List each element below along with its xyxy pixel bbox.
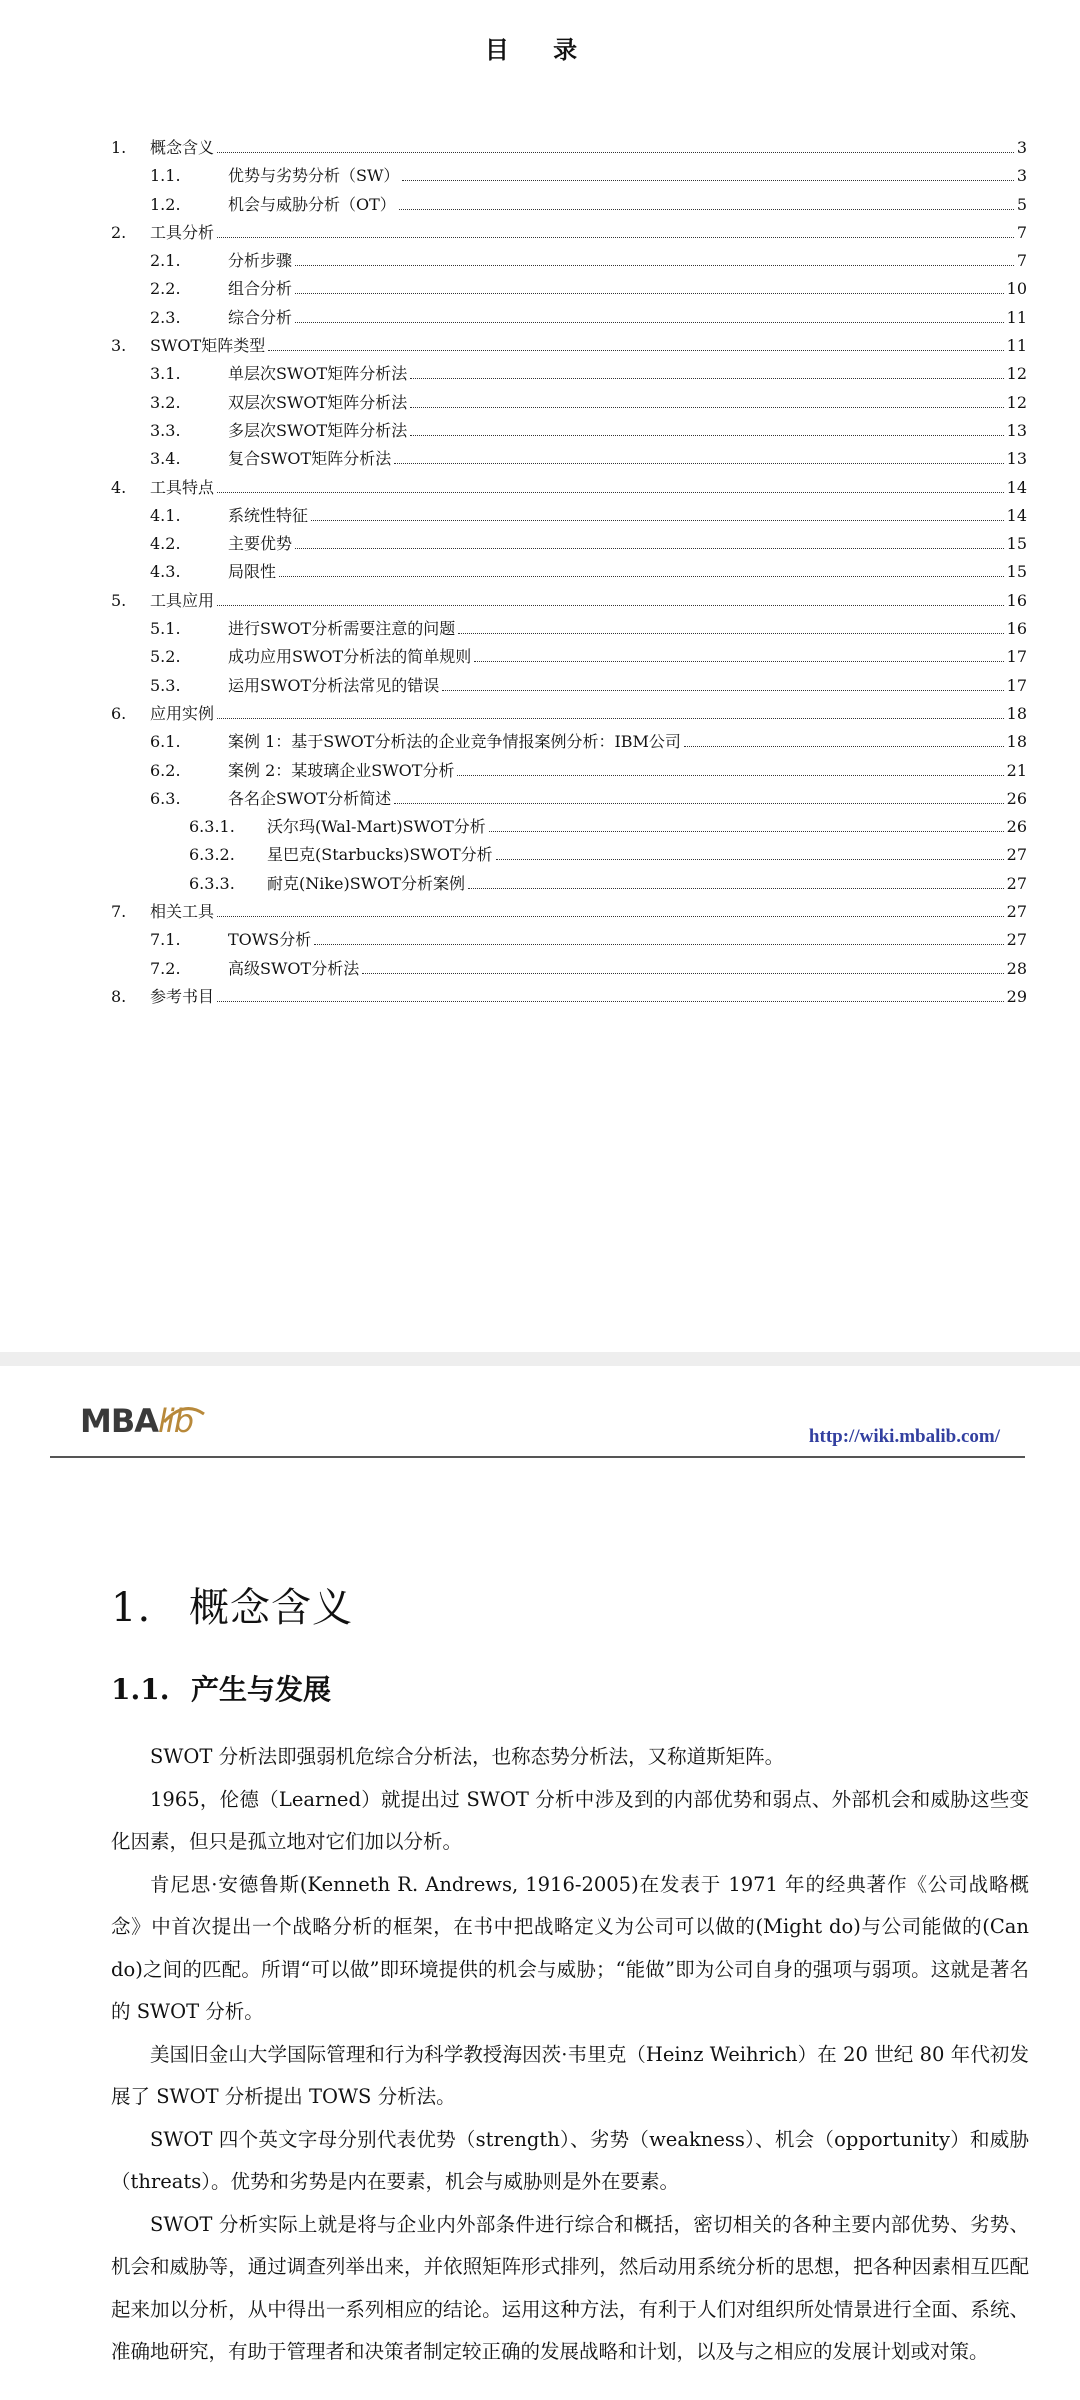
toc-entry-number: 6.3.1. bbox=[189, 817, 235, 837]
toc-entry[interactable] bbox=[111, 247, 1027, 275]
toc-leader-dots bbox=[468, 887, 1004, 889]
toc-entry[interactable] bbox=[111, 898, 1027, 926]
toc-entry-label: 高级SWOT分析法 bbox=[228, 958, 360, 978]
toc-entry-number: 6.3.3. bbox=[189, 873, 235, 893]
toc-entry-label: 沃尔玛(Wal-Mart)SWOT分析 bbox=[267, 817, 486, 837]
toc-entry-page: 28 bbox=[1006, 958, 1027, 978]
toc-entry-label: 各名企SWOT分析简述 bbox=[228, 788, 392, 808]
toc-entry[interactable] bbox=[111, 870, 1027, 898]
toc-entry-page: 3 bbox=[1016, 166, 1027, 186]
toc-entry-page: 11 bbox=[1006, 336, 1027, 356]
toc-entry[interactable] bbox=[111, 530, 1027, 558]
toc-entry-label: 局限性 bbox=[228, 562, 277, 582]
toc-entry-label: 多层次SWOT矩阵分析法 bbox=[228, 420, 408, 440]
toc-entry[interactable] bbox=[111, 757, 1027, 785]
toc-entry[interactable] bbox=[111, 417, 1027, 445]
subsection-heading bbox=[111, 1668, 331, 1708]
toc-entry[interactable] bbox=[111, 332, 1027, 360]
paragraph: SWOT 分析实际上就是将与企业内外部条件进行综合和概括，密切相关的各种主要内部优势、劣势、机会和威胁等，通过调查列举出来，并依照矩阵形式排列，然后动用系统分析的思想，把各种因素相互匹配起来加以分析，从中得出一系列相应的结论。运用这种方法，有利于人们对组织所处情景进行全面、系统、准确地研究，有助于管理者和决策者制定较正确的发展战略和计划，以及与之相应的发展计划或对策。 bbox=[111, 2212, 1029, 2363]
toc-entry-label: 双层次SWOT矩阵分析法 bbox=[228, 392, 408, 412]
paragraph: SWOT 四个英文字母分别代表优势（strength）、劣势（weakness）、机会（opportunity）和威胁（threats）。优势和劣势是内在要素，机会与威胁则是外在要素。 bbox=[111, 2127, 1029, 2193]
header-rule bbox=[50, 1456, 1025, 1458]
toc-entry-label: 相关工具 bbox=[150, 902, 215, 922]
toc-entry-label: 成功应用SWOT分析法的简单规则 bbox=[228, 647, 472, 667]
toc-entry-number: 3. bbox=[111, 336, 127, 356]
toc-entry-label: 案例 1：基于SWOT分析法的企业竞争情报案例分析：IBM公司 bbox=[228, 732, 681, 752]
toc-entry-number: 3.1. bbox=[150, 364, 181, 384]
toc-entry-number: 2.1. bbox=[150, 251, 181, 271]
paragraph: SWOT 分析法即强弱机危综合分析法，也称态势分析法，又称道斯矩阵。 bbox=[150, 1745, 785, 1768]
toc-leader-dots bbox=[458, 632, 1003, 634]
toc-leader-dots bbox=[295, 321, 1004, 323]
toc-entry-number: 4.2. bbox=[150, 534, 181, 554]
toc-entry-page: 3 bbox=[1016, 138, 1027, 157]
toc-entry[interactable] bbox=[111, 587, 1027, 615]
section-number: 1. bbox=[111, 1585, 152, 1631]
toc-entry-page: 26 bbox=[1006, 817, 1027, 837]
toc-entry-label: 复合SWOT矩阵分析法 bbox=[228, 449, 392, 469]
toc-entry-number: 6.3.2. bbox=[189, 845, 235, 865]
content-page bbox=[0, 1366, 1080, 2400]
toc-leader-dots bbox=[394, 462, 1003, 464]
toc-entry-label: 星巴克(Starbucks)SWOT分析 bbox=[267, 845, 493, 865]
toc-leader-dots bbox=[268, 349, 1003, 351]
toc-entry-label: 综合分析 bbox=[228, 307, 293, 327]
toc-entry-number: 5. bbox=[111, 590, 127, 610]
toc-entry-number: 3.3. bbox=[150, 420, 181, 440]
toc-entry-page: 29 bbox=[1006, 986, 1027, 1006]
toc-entry-label: 应用实例 bbox=[150, 703, 215, 723]
toc-entry-label: 工具分析 bbox=[150, 222, 215, 242]
toc-entry-number: 8. bbox=[111, 986, 127, 1006]
toc-entry-label: 进行SWOT分析需要注意的问题 bbox=[228, 619, 456, 639]
toc-entry[interactable] bbox=[111, 728, 1027, 756]
toc-entry-page: 11 bbox=[1006, 307, 1027, 327]
toc-entry-number: 5.1. bbox=[150, 619, 181, 639]
toc-entry[interactable] bbox=[111, 926, 1027, 954]
toc-entry-page: 10 bbox=[1006, 279, 1027, 299]
toc-entry-page: 18 bbox=[1006, 732, 1027, 752]
toc-entry-page: 18 bbox=[1006, 703, 1027, 723]
toc-entry-label: 优势与劣势分析（SW） bbox=[228, 166, 400, 186]
toc-leader-dots bbox=[457, 774, 1003, 776]
toc-entry-number: 2. bbox=[111, 222, 127, 242]
header-url-link[interactable]: http://wiki.mbalib.com/ bbox=[808, 1426, 1000, 1447]
toc-entry-number: 6. bbox=[111, 703, 127, 723]
toc-entry[interactable] bbox=[111, 955, 1027, 983]
toc-entry[interactable] bbox=[111, 983, 1027, 1011]
toc-leader-dots bbox=[217, 1000, 1004, 1002]
toc-entry-number: 1.2. bbox=[150, 194, 181, 214]
toc-entry[interactable] bbox=[111, 445, 1027, 473]
toc-entry-number: 2.2. bbox=[150, 279, 181, 299]
toc-leader-dots bbox=[489, 830, 1004, 832]
toc-entry-label: 系统性特征 bbox=[228, 505, 309, 525]
toc-entry-page: 7 bbox=[1016, 251, 1027, 271]
paragraph: 肯尼思·安德鲁斯(Kenneth R. Andrews, 1916-2005)在发表于 1971 年的经典著作《公司战略概念》中首次提出一个战略分析的框架，在书中把战略定义为公司可以做的(Might do)与公司能做的(Can do)之间的匹配。所谓“可以做”即环境提供的机会与威胁；“能做”即为公司自身的强项与弱项。这就是著名的 SWOT 分析。 bbox=[111, 1872, 1029, 2023]
logo-main-text: MBA bbox=[80, 1402, 158, 1440]
toc-entry-label: 案例 2：某玻璃企业SWOT分析 bbox=[228, 760, 455, 780]
toc-entry-number: 7. bbox=[111, 902, 127, 922]
toc-leader-dots bbox=[402, 179, 1013, 181]
toc-entry[interactable] bbox=[111, 672, 1027, 700]
toc-entry-number: 4.1. bbox=[150, 505, 181, 525]
toc-entry-label: TOWS分析 bbox=[228, 930, 312, 950]
toc-leader-dots bbox=[295, 264, 1014, 266]
toc-entry[interactable] bbox=[111, 785, 1027, 813]
toc-entry-number: 5.2. bbox=[150, 647, 181, 667]
toc-entry-number: 1. bbox=[111, 138, 127, 157]
page-separator bbox=[0, 1352, 1080, 1366]
paragraph: 1965，伦德（Learned）就提出过 SWOT 分析中涉及到的内部优势和弱点、外部机会和威胁这些变化因素，但只是孤立地对它们加以分析。 bbox=[111, 1787, 1029, 1853]
paragraph: 美国旧金山大学国际管理和行为科学教授海因茨·韦里克（Heinz Weihrich）在 20 世纪 80 年代初发展了 SWOT 分析提出 TOWS 分析法。 bbox=[111, 2042, 1029, 2108]
toc-leader-dots bbox=[217, 491, 1004, 493]
toc-leader-dots bbox=[217, 151, 1014, 153]
toc-leader-dots bbox=[314, 943, 1003, 945]
toc-leader-dots bbox=[410, 434, 1003, 436]
logo-lib-text: lib bbox=[158, 1402, 194, 1440]
toc-entry-number: 3.2. bbox=[150, 392, 181, 412]
toc-entry[interactable] bbox=[111, 558, 1027, 586]
toc-entry-label: SWOT矩阵类型 bbox=[150, 336, 266, 356]
toc-entry-label: 耐克(Nike)SWOT分析案例 bbox=[267, 873, 465, 893]
toc-entry[interactable] bbox=[111, 502, 1027, 530]
toc-entry-page: 14 bbox=[1006, 505, 1027, 525]
toc-leader-dots bbox=[684, 745, 1004, 747]
toc-entry[interactable] bbox=[111, 219, 1027, 247]
toc-leader-dots bbox=[496, 858, 1004, 860]
toc-leader-dots bbox=[399, 208, 1014, 210]
toc-entry-number: 4.3. bbox=[150, 562, 181, 582]
toc-entry-number: 2.3. bbox=[150, 307, 181, 327]
toc-leader-dots bbox=[362, 972, 1003, 974]
toc-entry-page: 14 bbox=[1006, 477, 1027, 497]
toc-entry-number: 6.1. bbox=[150, 732, 181, 752]
toc-entry-page: 12 bbox=[1006, 392, 1027, 412]
toc-leader-dots bbox=[410, 406, 1003, 408]
toc-entry-number: 7.1. bbox=[150, 930, 181, 950]
toc-entry-page: 17 bbox=[1006, 675, 1027, 695]
toc-entry-label: 工具特点 bbox=[150, 477, 215, 497]
toc-entry-label: 主要优势 bbox=[228, 534, 293, 554]
toc-title: 目 录 bbox=[484, 35, 596, 64]
toc-entry-page: 15 bbox=[1006, 562, 1027, 582]
toc-leader-dots bbox=[295, 547, 1004, 549]
toc-leader-dots bbox=[217, 915, 1004, 917]
toc-entry[interactable] bbox=[111, 304, 1027, 332]
toc-entry-page: 7 bbox=[1016, 222, 1027, 242]
toc-entry[interactable] bbox=[111, 643, 1027, 671]
toc-entry-page: 27 bbox=[1006, 845, 1027, 865]
toc-leader-dots bbox=[217, 717, 1004, 719]
toc-entry-label: 分析步骤 bbox=[228, 251, 293, 271]
toc-entry-page: 27 bbox=[1006, 902, 1027, 922]
toc-entry-page: 27 bbox=[1006, 930, 1027, 950]
toc-entry-page: 13 bbox=[1006, 420, 1027, 440]
toc-entry-page: 15 bbox=[1006, 534, 1027, 554]
toc-entry-number: 6.3. bbox=[150, 788, 181, 808]
toc-entry-page: 21 bbox=[1006, 760, 1027, 780]
toc-entry-label: 单层次SWOT矩阵分析法 bbox=[228, 364, 408, 384]
toc-entry-number: 3.4. bbox=[150, 449, 181, 469]
toc-entry-number: 1.1. bbox=[150, 166, 181, 186]
toc-leader-dots bbox=[474, 660, 1003, 662]
toc-leader-dots bbox=[217, 236, 1014, 238]
toc-entry[interactable] bbox=[111, 191, 1027, 219]
toc-entry[interactable] bbox=[111, 162, 1027, 190]
toc-entry[interactable] bbox=[111, 474, 1027, 502]
toc-entry-number: 5.3. bbox=[150, 675, 181, 695]
toc-entry[interactable] bbox=[111, 389, 1027, 417]
toc-leader-dots bbox=[394, 802, 1003, 804]
toc-entry-page: 12 bbox=[1006, 364, 1027, 384]
toc-entry-page: 13 bbox=[1006, 449, 1027, 469]
section-heading bbox=[111, 1576, 353, 1633]
logo-arc-icon bbox=[160, 1404, 208, 1426]
toc-entry-label: 概念含义 bbox=[150, 138, 215, 157]
toc-entry[interactable] bbox=[111, 275, 1027, 303]
toc-leader-dots bbox=[217, 604, 1004, 606]
toc-entry[interactable] bbox=[111, 841, 1027, 869]
toc-entry[interactable] bbox=[111, 360, 1027, 388]
subsection-title: 产生与发展 bbox=[191, 1673, 332, 1706]
body-text bbox=[111, 1736, 1029, 2374]
toc-entry-page: 27 bbox=[1006, 873, 1027, 893]
toc-leader-dots bbox=[410, 377, 1003, 379]
toc-list bbox=[111, 134, 1027, 1011]
toc-entry-page: 17 bbox=[1006, 647, 1027, 667]
toc-entry-page: 16 bbox=[1006, 619, 1027, 639]
toc-leader-dots bbox=[442, 689, 1003, 691]
toc-entry-label: 组合分析 bbox=[228, 279, 293, 299]
toc-entry[interactable] bbox=[111, 813, 1027, 841]
toc-leader-dots bbox=[311, 519, 1004, 521]
toc-entry-number: 4. bbox=[111, 477, 127, 497]
toc-entry-page: 26 bbox=[1006, 788, 1027, 808]
toc-entry[interactable] bbox=[111, 615, 1027, 643]
section-title: 概念含义 bbox=[189, 1585, 353, 1631]
toc-entry-label: 运用SWOT分析法常见的错误 bbox=[228, 675, 440, 695]
toc-entry-label: 机会与威胁分析（OT） bbox=[228, 194, 396, 214]
toc-entry-number: 7.2. bbox=[150, 958, 181, 978]
toc-entry[interactable] bbox=[111, 134, 1027, 162]
toc-entry-number: 6.2. bbox=[150, 760, 181, 780]
toc-entry-page: 16 bbox=[1006, 590, 1027, 610]
subsection-number: 1.1. bbox=[111, 1673, 170, 1706]
toc-entry-label: 参考书目 bbox=[150, 986, 215, 1006]
toc-leader-dots bbox=[279, 575, 1004, 577]
toc-entry[interactable] bbox=[111, 700, 1027, 728]
toc-entry-page: 5 bbox=[1016, 194, 1027, 214]
toc-leader-dots bbox=[295, 292, 1004, 294]
toc-entry-label: 工具应用 bbox=[150, 590, 215, 610]
